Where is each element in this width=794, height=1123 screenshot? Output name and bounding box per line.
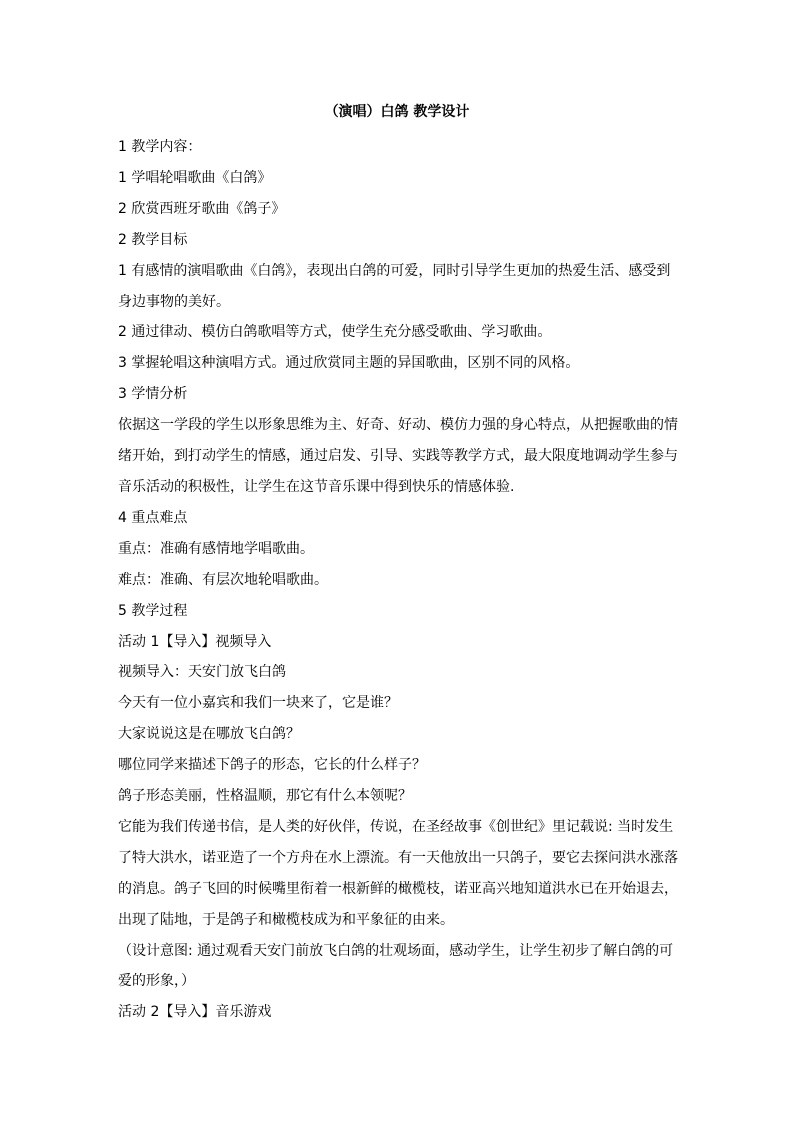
- section-heading-goals: 2 教学目标: [118, 231, 188, 248]
- difficult-point: 难点：准确、有层次地轮唱歌曲。: [118, 571, 328, 588]
- section-heading-process: 5 教学过程: [118, 602, 188, 619]
- question-2: 大家说说这是在哪放飞白鸽？: [118, 726, 300, 743]
- activity-2-heading: 活动 2【导入】音乐游戏: [118, 1004, 272, 1021]
- video-intro: 视频导入：天安门放飞白鸽: [118, 664, 286, 681]
- question-4: 鸽子形态美丽，性格温顺，那它有什么本领呢？: [118, 788, 412, 805]
- analysis-line-1: 依据这一学段的学生以形象思维为主、好奇、好动、模仿力强的身心特点，从把握歌曲的情: [118, 417, 678, 434]
- question-3: 哪位同学来描述下鸽子的形态，它长的什么样子？: [118, 757, 426, 774]
- design-intent-line-1: （设计意图: 通过观看天安门前放飞白鸽的壮观场面，感动学生，让学生初步了解白鸽的可: [118, 942, 674, 959]
- document-title: （演唱）白鸽 教学设计: [324, 104, 470, 120]
- story-line-1: 它能为我们传递书信，是人类的好伙伴，传说，在圣经故事《创世纪》里记载说: 当时发生: [118, 818, 674, 835]
- analysis-line-3: 音乐活动的积极性，让学生在这节音乐课中得到快乐的情感体验.: [118, 478, 515, 495]
- story-line-2: 了特大洪水，诺亚造了一个方舟在水上漂流。有一天他放出一只鸽子，要它去探问洪水涨落: [118, 849, 678, 866]
- story-line-4: 出现了陆地，于是鸽子和橄榄枝成为和平象征的由来。: [118, 911, 454, 928]
- content-item-2: 2 欣赏西班牙歌曲《鸽子》: [118, 200, 286, 217]
- design-intent-line-2: 爱的形象，）: [118, 973, 195, 990]
- goal-2: 2 通过律动、模仿白鸽歌唱等方式，使学生充分感受歌曲、学习歌曲。: [118, 324, 552, 341]
- goal-1-line-2: 身边事物的美好。: [118, 293, 230, 310]
- key-point: 重点：准确有感情地学唱歌曲。: [118, 540, 314, 557]
- question-1: 今天有一位小嘉宾和我们一块来了，它是谁？: [118, 695, 398, 712]
- section-heading-key-points: 4 重点难点: [118, 509, 188, 526]
- content-item-1: 1 学唱轮唱歌曲《白鸽》: [118, 169, 272, 186]
- story-line-3: 的消息。鸽子飞回的时候嘴里衔着一根新鲜的橄榄枝，诺亚高兴地知道洪水已在开始退去，: [118, 880, 678, 897]
- section-heading-analysis: 3 学情分析: [118, 386, 188, 403]
- goal-3: 3 掌握轮唱这种演唱方式。通过欣赏同主题的异国歌曲，区别不同的风格。: [118, 355, 580, 372]
- goal-1-line-1: 1 有感情的演唱歌曲《白鸽》，表现出白鸽的可爱，同时引导学生更加的热爱生活、感受到: [118, 262, 671, 279]
- activity-1-heading: 活动 1【导入】视频导入: [118, 633, 272, 650]
- document-body: [118, 132, 678, 1028]
- analysis-line-2: 绪开始，到打动学生的情感，通过启发、引导、实践等教学方式，最大限度地调动学生参与: [118, 448, 678, 465]
- section-heading-content: 1 教学内容：: [118, 139, 202, 155]
